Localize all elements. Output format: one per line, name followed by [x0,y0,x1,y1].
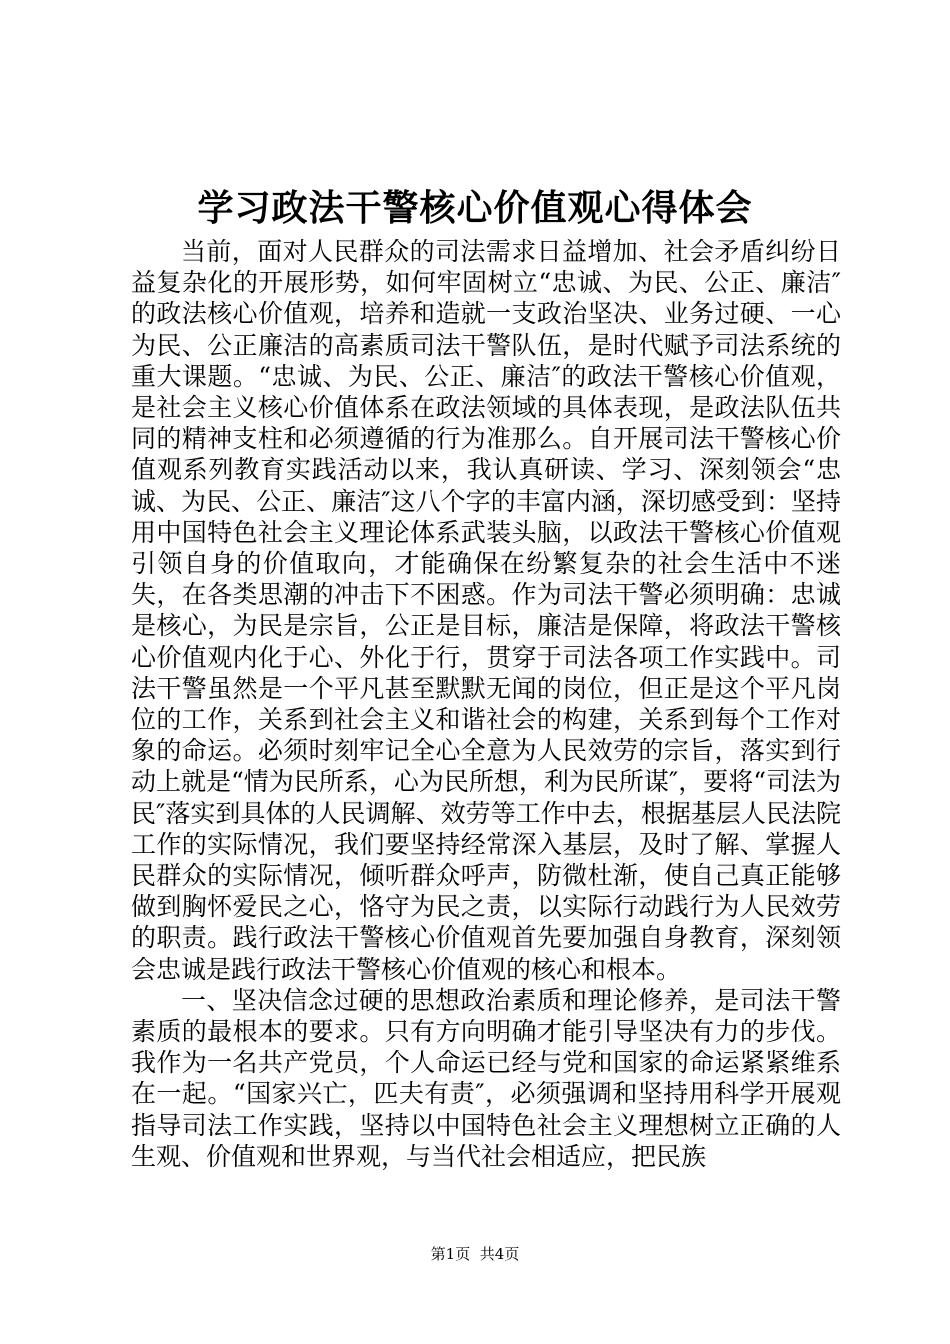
footer-spacer [470,1245,480,1263]
total-unit: 页 [504,1245,520,1263]
page-label: 第 [430,1245,446,1263]
page-footer [0,1244,950,1264]
body-paragraph-1: 当前，面对人民群众的司法需求日益增加、社会矛盾纠纷日益复杂化的开展形势，如何牢固树立“忠诚、为民、公正、廉洁″的政法核心价值观，培养和造就一支政治坚决、业务过硬、一心为民、公正廉洁的高素质司法干警队伍，是时代赋予司法系统的重大课题。“忠诚、为民、公正、廉洁″的政法干警核心价值观，是社会主义核心价值体系在政法领域的具体表现，是政法队伍共同的精神支柱和必须遵循的行为准那么。自开展司法干警核心价值观系列教育实践活动以来，我认真研读、学习、深刻领会“忠诚、为民、公正、廉洁″这八个字的丰富内涵，深切感受到：坚持用中国特色社会主义理论体系武装头脑，以政法干警核心价值观引领自身的价值取向，才能确保在纷繁复杂的社会生活中不迷失，在各类思潮的冲击下不困惑。作为司法干警必须明确：忠诚是核心，为民是宗旨，公正是目标，廉洁是保障，将政法干警核心价值观内化于心、外化于行，贯穿于司法各项工作实践中。司法干警虽然是一个平凡甚至默默无闻的岗位，但正是这个平凡岗位的工作，关系到社会主义和谐社会的构建，关系到每个工作对象的命运。必须时刻牢记全心全意为人民效劳的宗旨，落实到行动上就是“情为民所系，心为民所想，利为民所谋″，要将“司法为民″落实到具体的人民调解、效劳等工作中去，根据基层人民法院工作的实际情况，我们要坚持经常深入基层，及时了解、掌握人民群众的实际情况，倾听群众呼声，防微杜渐，使自己真正能够做到胸怀爱民之心，恪守为民之责，以实际行动践行为人民效劳的职责。践行政法干警核心价值观首先要加强自身教育，深刻领会忠诚是践行政法干警核心价值观的核心和根本。 [131,237,841,984]
document-body [131,236,841,1172]
body-paragraph-2: 一、坚决信念过硬的思想政治素质和理论修养，是司法干警素质的最根本的要求。只有方向明确才能引导坚决有力的步伐。我作为一名共产党员，个人命运已经与党和国家的命运紧紧维系在一起。“国家兴亡，匹夫有责″，必须强调和坚持用科学开展观指导司法工作实践，坚持以中国特色社会主义理想树立正确的人生观、价值观和世界观，与当代社会相适应，把民族 [131,985,841,1171]
page-number: 1 [445,1245,456,1263]
page-unit: 页 [455,1245,471,1263]
total-label: 共 [479,1245,495,1263]
total-pages: 4 [494,1245,505,1263]
document-title: 学习政法干警核心价值观心得体会 [197,187,753,229]
